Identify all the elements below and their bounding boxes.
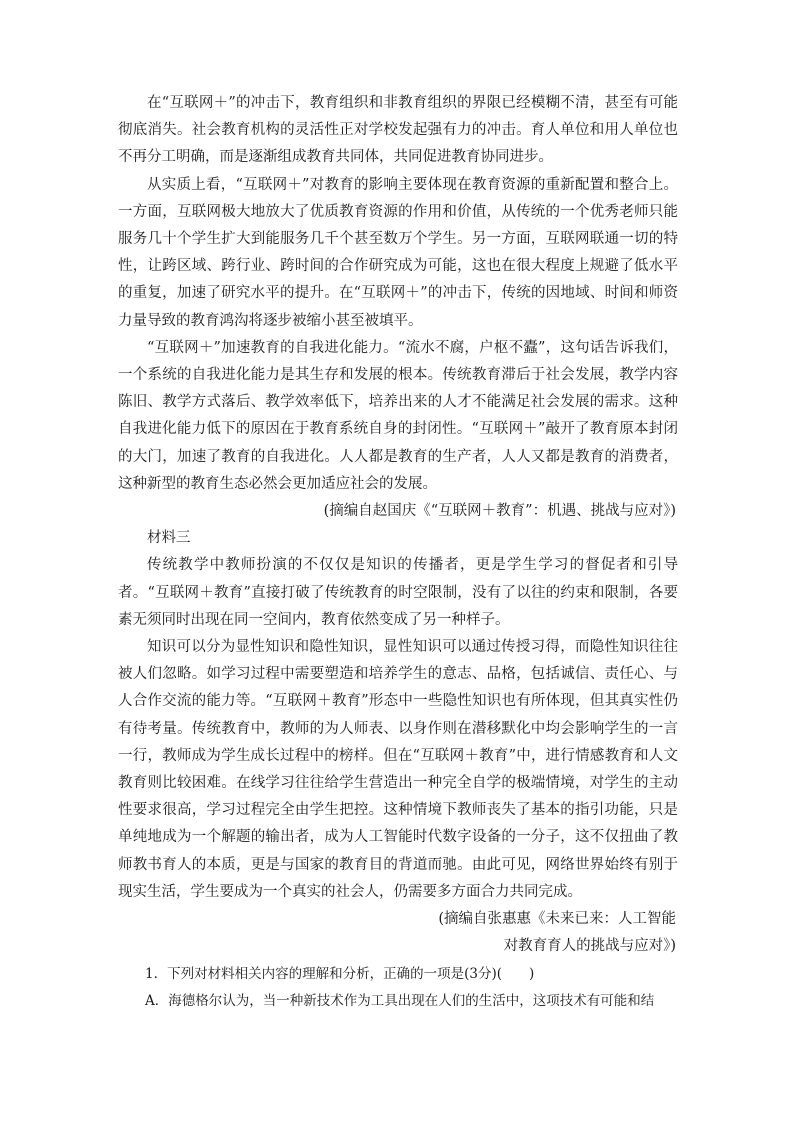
paragraph: “互联网＋”加速教育的自我进化能力。“流水不腐，户枢不蠹”，这句话告诉我们，一个系统的自我进化能力是其生存和发展的根本。传统教育滞后于社会发展，教学内容陈旧、教学方式落后、教学效率低下，培养出来的人才不能满足社会发展的需求。这种自我进化能力低下的原因在于教育系统自身的封闭性。“互联网＋”敲开了教育原本封闭的大门，加速了教育的自我进化。人人都是教育的生产者，人人又都是教育的消费者，这种新型的教育生态必然会更加适应社会的发展。: [118, 339, 678, 492]
source-citation-line-2: 对教育育人的挑战与应对》): [503, 938, 676, 955]
paragraph: 在“互联网＋”的冲击下，教育组织和非教育组织的界限已经模糊不清，甚至有可能彻底消失。社会教育机构的灵活性正对学校发起强有力的冲击。育人单位和用人单位也不再分工明确，而是逐渐组成教育共同体，共同促进教育协同进步。: [118, 95, 678, 166]
paragraph: 知识可以分为显性知识和隐性知识，显性知识可以通过传授习得，而隐性知识往往被人们忽略。如学习过程中需要塑造和培养学生的意志、品格，包括诚信、责任心、与人合作交流的能力等。“互联网＋教育”形态中一些隐性知识也有所体现，但其真实性仍有待考量。传统教育中，教师的为人师表、以身作则在潜移默化中均会影响学生的一言一行，教师成为学生成长过程中的榜样。但在“互联网＋教育”中，进行情感教育和人文教育则比较困难。在线学习往往给学生营造出一种完全自学的极端情境，对学生的主动性要求很高，学习过程完全由学生把控。这种情境下教师丧失了基本的指引功能，只是单纯地成为一个解题的输出者，成为人工智能时代数字设备的一分子，这不仅扭曲了教师教书育人的本质，更是与国家的教育目的背道而驰。由此可见，网络世界始终有别于现实生活，学生要成为一个真实的社会人，仍需要多方面合力共同完成。: [118, 639, 678, 900]
document-page: [118, 90, 678, 1015]
paragraph: 从实质上看，“互联网＋”对教育的影响主要体现在教育资源的重新配置和整合上。一方面，互联网极大地放大了优质教育资源的作用和价值，从传统的一个优秀老师只能服务几十个学生扩大到能服务几千个甚至数万个学生。另一方面，互联网联通一切的特性，让跨区域、跨行业、跨时间的合作研究成为可能，这也在很大程度上规避了低水平的重复，加速了研究水平的提升。在“互联网＋”的冲击下，传统的因地域、时间和师资力量导致的教育鸿沟将逐步被缩小甚至被填平。: [118, 176, 678, 329]
question-1: 1．下列对材料相关内容的理解和分析，正确的一项是(3分)( ): [145, 965, 535, 982]
material-heading: 材料三: [147, 530, 191, 547]
option-a: A．海德格尔认为，当一种新技术作为工具出现在人们的生活中，这项技术有可能和结: [145, 992, 655, 1009]
source-citation: (摘编自赵国庆《“互联网＋教育”：机遇、挑战与应对》): [323, 503, 676, 520]
source-citation-line-1: (摘编自张惠惠《未来已来：人工智能: [438, 911, 676, 928]
paragraph: 传统教学中教师扮演的不仅仅是知识的传播者，更是学生学习的督促者和引导者。“互联网＋教育”直接打破了传统教育的时空限制，没有了以往的约束和限制，各要素无须同时出现在同一空间内，教育依然变成了另一种样子。: [118, 557, 678, 628]
